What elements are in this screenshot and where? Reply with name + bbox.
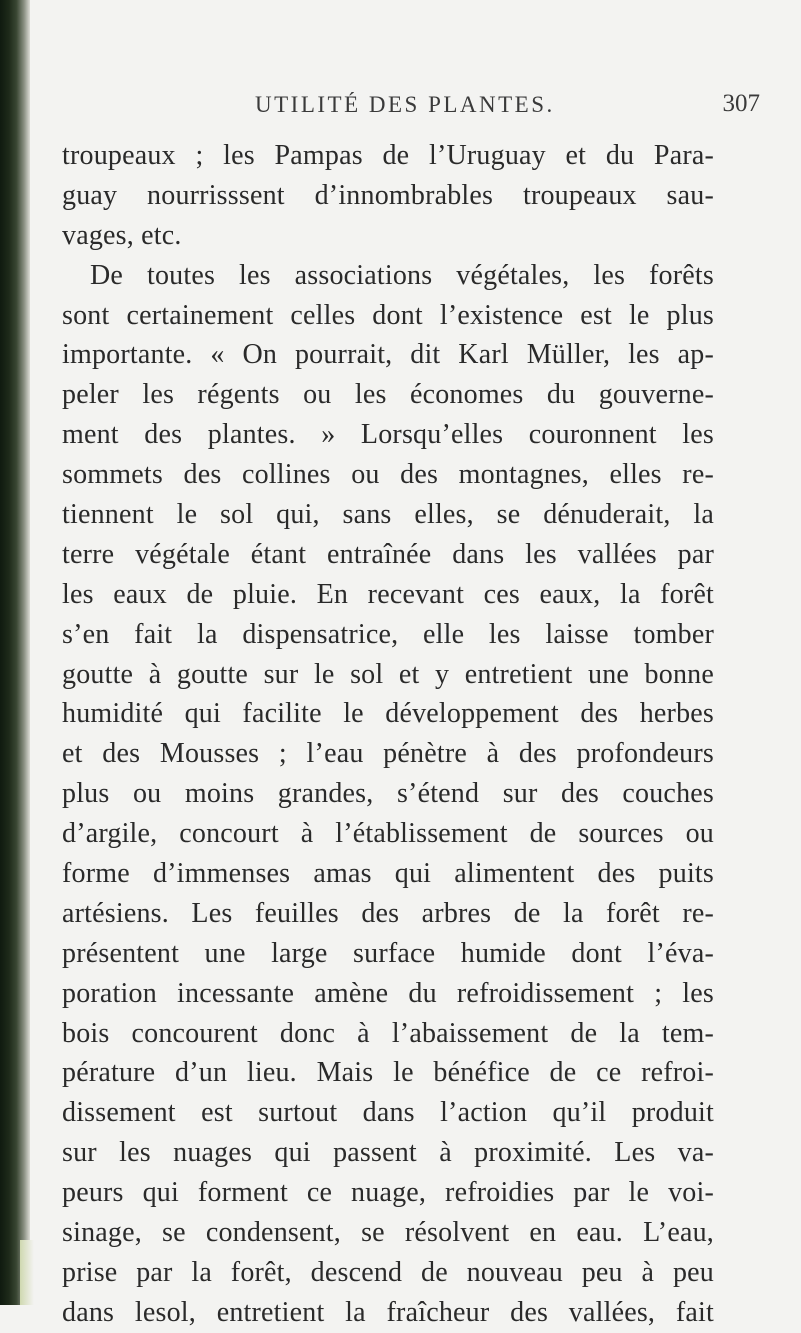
- page-number: 307: [722, 90, 760, 117]
- text-line: terre végétale étant entraînée dans les vallées par: [62, 538, 714, 570]
- text-line: forme d’immenses amas qui alimentent des puits: [62, 858, 714, 890]
- running-title: UTILITÉ DES PLANTES.: [255, 92, 555, 117]
- text-line: poration incessante amène du refroidissement ; les: [62, 977, 714, 1009]
- text-line: artésiens. Les feuilles des arbres de la forêt re-: [62, 897, 714, 929]
- body-text: [62, 136, 776, 1333]
- book-page: [62, 86, 776, 1333]
- text-line: sinage, se condensent, se résolvent en eau. L’eau,: [62, 1217, 714, 1249]
- text-line: peurs qui forment ce nuage, refroidies par le voi-: [62, 1177, 714, 1209]
- text-line: dissement est surtout dans l’action qu’il produit: [62, 1097, 714, 1129]
- text-line: les eaux de pluie. En recevant ces eaux, la forêt: [62, 578, 714, 610]
- text-line: prise par la forêt, descend de nouveau peu à peu: [62, 1256, 714, 1288]
- text-line: dans lesol, entretient la fraîcheur des vallées, fait: [62, 1296, 714, 1328]
- text-line: sur les nuages qui passent à proximité. Les va-: [62, 1137, 714, 1169]
- text-line: goutte à goutte sur le sol et y entretient une bonne: [62, 658, 714, 690]
- running-head: [62, 86, 776, 130]
- text-line: s’en fait la dispensatrice, elle les laisse tomber: [62, 618, 714, 650]
- text-line: sont certainement celles dont l’existence est le plus: [62, 299, 714, 331]
- text-line: bois concourent donc à l’abaissement de la tem-: [62, 1017, 714, 1049]
- text-line: pérature d’un lieu. Mais le bénéfice de ce refroi-: [62, 1057, 714, 1089]
- text-line: troupeaux ; les Pampas de l’Uruguay et du Para-: [62, 140, 714, 171]
- text-line: et des Mousses ; l’eau pénètre à des profondeurs: [62, 738, 714, 770]
- text-line: humidité qui facilite le développement des herbes: [62, 698, 714, 730]
- text-line: présentent une large surface humide dont l’éva-: [62, 937, 714, 969]
- text-line: tiennent le sol qui, sans elles, se dénuderait, la: [62, 499, 714, 531]
- text-line: d’argile, concourt à l’établissement de sources ou: [62, 818, 714, 850]
- text-line: guay nourrisssent d’innombrables troupeaux sau-: [62, 179, 714, 211]
- text-line: De toutes les associations végétales, les forêts: [90, 259, 714, 291]
- text-line: sommets des collines ou des montagnes, elles re-: [62, 459, 714, 491]
- scanned-binding-edge: [0, 0, 30, 1305]
- text-line: ment des plantes. » Lorsqu’elles couronnent les: [62, 419, 714, 451]
- text-line: importante. « On pourrait, dit Karl Müller, les ap-: [62, 339, 714, 371]
- text-line: plus ou moins grandes, s’étend sur des couches: [62, 778, 714, 810]
- text-line: peler les régents ou les économes du gouverne-: [62, 379, 714, 411]
- text-line: vages, etc.: [62, 219, 182, 251]
